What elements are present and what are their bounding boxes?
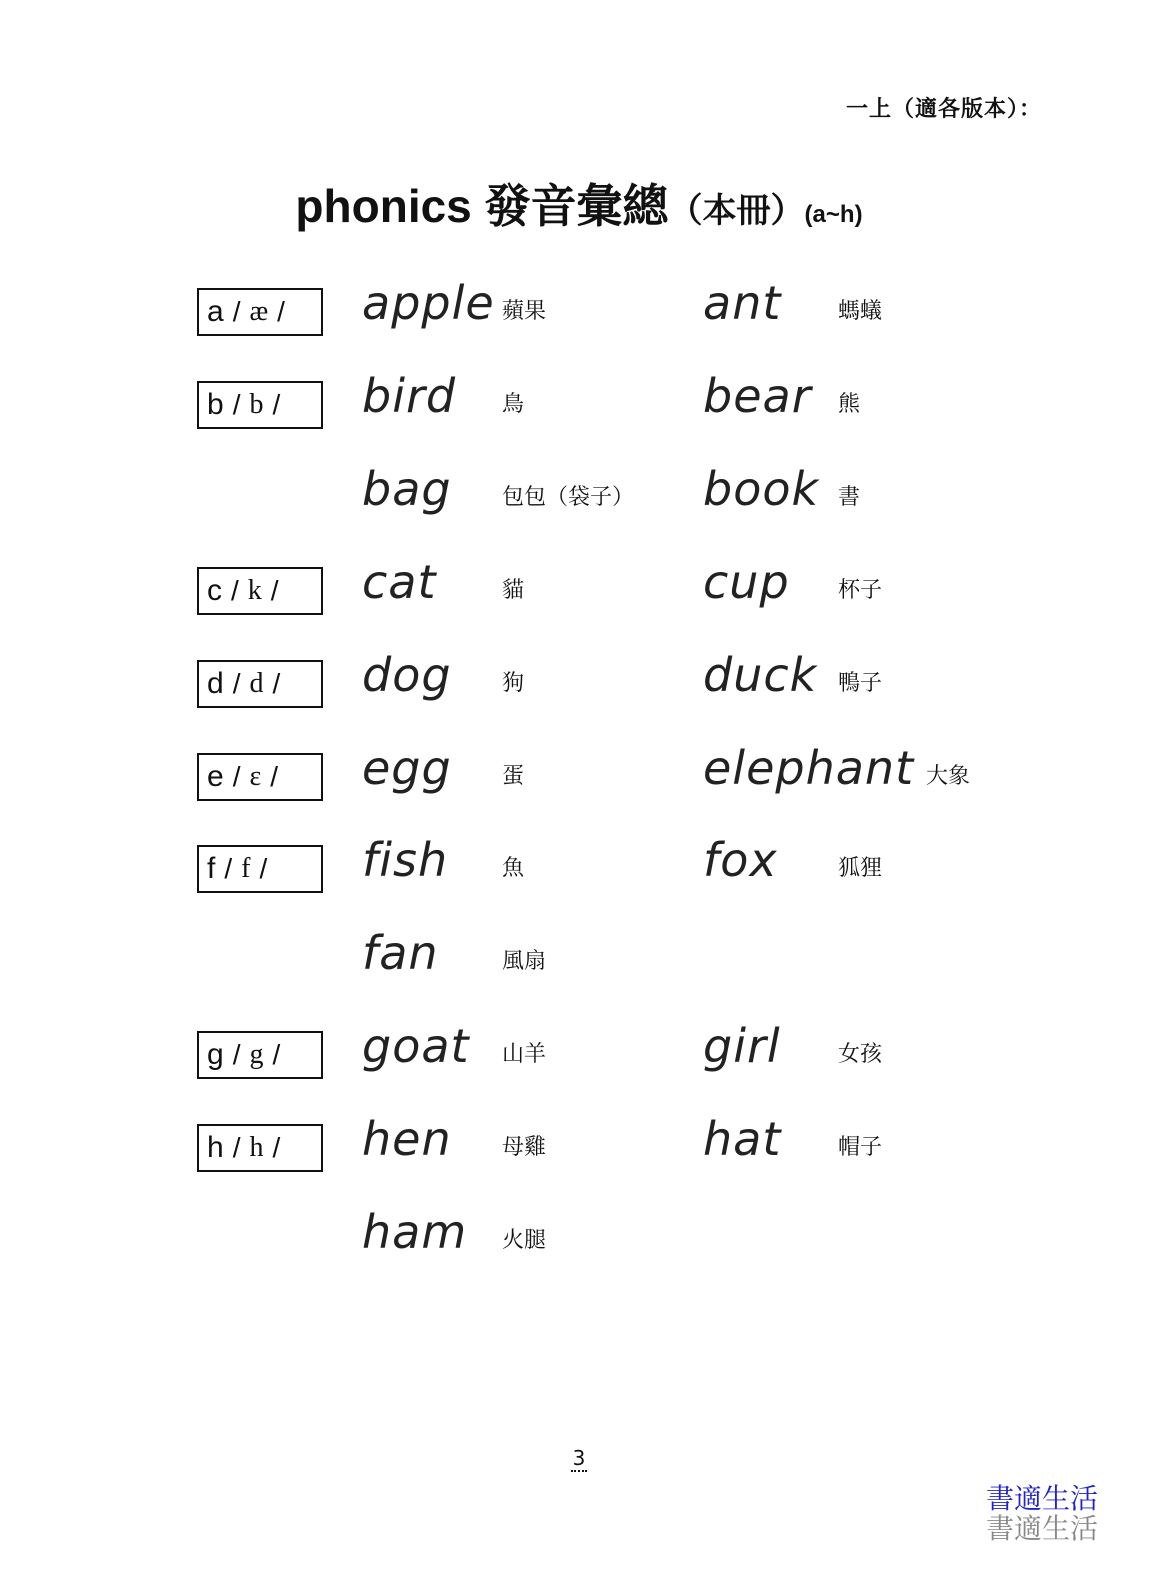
vocab-word: bird — [362, 369, 457, 423]
title-volume: （本冊） — [668, 192, 805, 230]
phonics-row-f — [0, 833, 1158, 913]
grade-label: 一上（適各版本）： — [845, 97, 1042, 122]
vocab-meaning: 魚 — [502, 856, 525, 881]
watermark-gray: 書適生活 — [985, 1512, 1098, 1545]
vocab-word: egg — [362, 741, 452, 795]
vocab-meaning: 蛋 — [502, 764, 525, 789]
sound-letter: h — [207, 1131, 224, 1164]
phonics-row-a — [0, 276, 1158, 356]
page-title — [0, 170, 1158, 236]
vocab-meaning: 鳥 — [502, 392, 525, 417]
vocab-word: fox — [703, 833, 778, 887]
sound-ipa: h — [249, 1132, 264, 1163]
vocab-meaning: 狐狸 — [838, 856, 883, 881]
vocab-word: elephant — [703, 741, 915, 795]
slash: / — [270, 575, 279, 606]
sound-box — [197, 288, 323, 336]
phonics-row-f-extra — [0, 926, 1158, 1006]
vocab-meaning: 書 — [838, 485, 861, 510]
title-range: (a~h) — [804, 201, 863, 228]
slash: / — [259, 853, 268, 884]
slash: / — [272, 389, 281, 420]
slash: / — [232, 296, 241, 327]
sound-letter: g — [207, 1038, 224, 1071]
sound-ipa: f — [241, 853, 251, 884]
vocab-word: dog — [362, 648, 452, 702]
slash: / — [277, 296, 285, 327]
phonics-row-c — [0, 555, 1158, 635]
slash: / — [272, 1132, 281, 1163]
page-number — [0, 1446, 1158, 1470]
phonics-row-g — [0, 1019, 1158, 1099]
title-main: phonics 發音彙總 — [295, 180, 669, 232]
sound-ipa: ɛ — [249, 761, 262, 792]
vocab-word: goat — [362, 1019, 470, 1073]
sound-box — [197, 567, 323, 615]
phonics-row-h — [0, 1112, 1158, 1192]
page-number-text: 3 — [572, 1446, 586, 1470]
vocab-word: apple — [362, 276, 495, 330]
sound-letter: e — [207, 760, 224, 793]
sound-letter: a — [207, 295, 224, 328]
slash: / — [224, 853, 233, 884]
vocab-word: hat — [703, 1112, 782, 1166]
sound-ipa: d — [249, 668, 264, 699]
vocab-word: cat — [362, 555, 437, 609]
vocab-word: book — [703, 462, 820, 516]
vocab-meaning: 女孩 — [838, 1042, 883, 1067]
vocab-meaning: 山羊 — [502, 1042, 547, 1067]
sound-letter: b — [207, 388, 224, 421]
vocab-word: ant — [703, 276, 782, 330]
vocab-meaning: 杯子 — [838, 578, 883, 603]
sound-box — [197, 753, 323, 801]
vocab-meaning: 大象 — [926, 764, 971, 789]
vocab-meaning: 帽子 — [838, 1135, 883, 1160]
phonics-row-e — [0, 741, 1158, 821]
slash: / — [232, 1132, 241, 1163]
sound-box — [197, 1124, 323, 1172]
sound-ipa: æ — [249, 296, 269, 327]
vocab-word: duck — [703, 648, 818, 702]
sound-box — [197, 660, 323, 708]
vocab-word: girl — [703, 1019, 781, 1073]
sound-letter: c — [207, 574, 222, 607]
vocab-word: cup — [703, 555, 790, 609]
vocab-meaning: 包包（袋子） — [502, 485, 635, 510]
slash: / — [232, 668, 241, 699]
vocab-word: ham — [362, 1205, 468, 1259]
phonics-row-d — [0, 648, 1158, 728]
sound-box — [197, 1031, 323, 1079]
slash: / — [272, 1039, 281, 1070]
vocab-word: hen — [362, 1112, 452, 1166]
slash: / — [232, 1039, 241, 1070]
slash: / — [272, 668, 281, 699]
vocab-meaning: 火腿 — [502, 1228, 547, 1253]
sound-letter: f — [207, 852, 216, 885]
vocab-meaning: 螞蟻 — [838, 299, 883, 324]
vocab-word: fish — [362, 833, 449, 887]
vocab-meaning: 狗 — [502, 671, 525, 696]
sound-ipa: k — [247, 575, 262, 606]
phonics-row-h-extra — [0, 1205, 1158, 1285]
slash: / — [270, 761, 279, 792]
sound-ipa: b — [249, 389, 264, 420]
slash: / — [232, 389, 241, 420]
slash: / — [232, 761, 241, 792]
sound-letter: d — [207, 667, 224, 700]
slash: / — [231, 575, 239, 606]
vocab-meaning: 風扇 — [502, 949, 547, 974]
sound-box — [197, 845, 323, 893]
vocab-meaning: 熊 — [838, 392, 861, 417]
phonics-row-b-extra — [0, 462, 1158, 542]
watermark-blue: 書適生活 — [985, 1482, 1098, 1515]
sound-ipa: g — [249, 1039, 264, 1070]
vocab-meaning: 貓 — [502, 578, 525, 603]
vocab-meaning: 蘋果 — [502, 299, 547, 324]
sound-box — [197, 381, 323, 429]
vocab-meaning: 母雞 — [502, 1135, 547, 1160]
vocab-word: bag — [362, 462, 452, 516]
vocab-meaning: 鴨子 — [838, 671, 883, 696]
vocab-word: fan — [362, 926, 439, 980]
phonics-row-b — [0, 369, 1158, 449]
vocab-word: bear — [703, 369, 812, 423]
